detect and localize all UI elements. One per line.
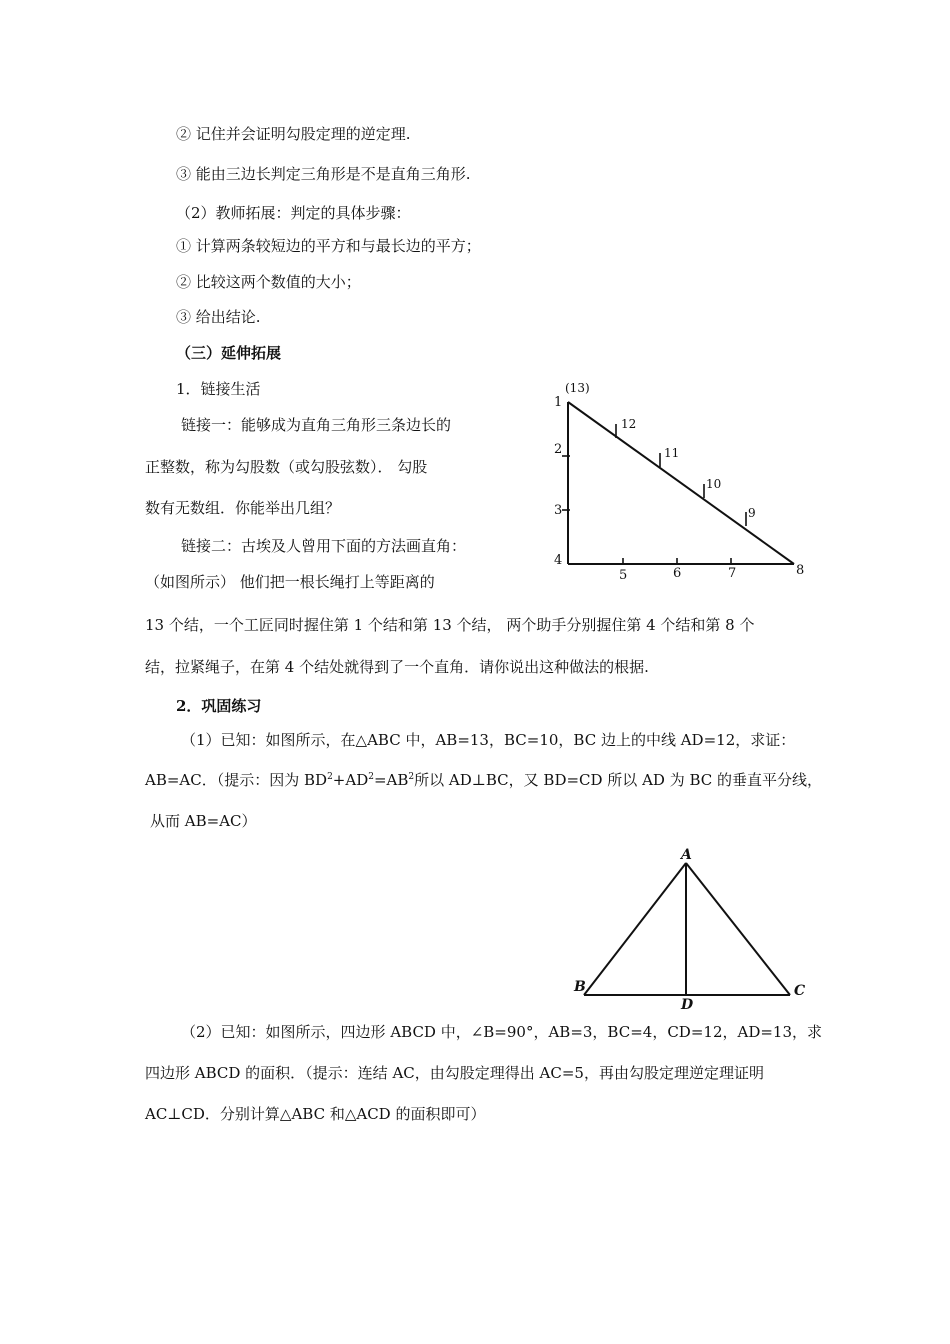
problem2-line1: （2）已知：如图所示，四边形 ABCD 中，∠B=90°，AB=3，BC=4，CD=12，AD=13，求 [181, 1023, 822, 1041]
triangle-abc-figure [570, 843, 810, 1013]
rope-label-bottom-7: 7 [728, 566, 737, 581]
link1-line2: 正整数，称为勾股数（或勾股弦数）． 勾股 [145, 458, 428, 476]
item-2: ② 记住并会证明勾股定理的逆定理. [176, 125, 411, 143]
rope-label-hyp-12: 12 [621, 417, 637, 431]
link1-line1: 链接一：能够成为直角三角形三条边长的 [181, 416, 452, 434]
vertex-label-a: A [681, 847, 692, 863]
rope-label-left-1: 1 [554, 395, 563, 410]
point-label-d: D [681, 997, 694, 1013]
link2-line4: 结，拉紧绳子，在第 4 个结处就得到了一个直角．请你说出这种做法的根据. [145, 658, 649, 676]
side-ac [686, 863, 790, 995]
rope-label-left-2: 2 [554, 442, 563, 457]
step-2: ② 比较这两个数值的大小； [176, 273, 361, 291]
rope-label-bottom-6: 6 [673, 566, 682, 581]
section-heading-extension: （三）延伸拓展 [176, 344, 282, 362]
vertex-label-c: C [794, 983, 806, 999]
rope-label-hyp-9: 9 [748, 506, 756, 520]
rope-label-hyp-11: 11 [664, 446, 680, 460]
item-3: ③ 能由三边长判定三角形是不是直角三角形. [176, 165, 471, 183]
rope-hypotenuse [568, 402, 794, 564]
rope-label-bottom-5: 5 [619, 568, 628, 583]
vertex-label-b: B [574, 979, 586, 995]
sub-heading-life: 1．链接生活 [176, 380, 261, 398]
teacher-extension: （2）教师拓展：判定的具体步骤： [176, 204, 411, 222]
rope-label-left-3: 3 [554, 503, 563, 518]
rope-label-left-4: 4 [554, 553, 563, 568]
practice-heading: 2．巩固练习 [176, 697, 262, 715]
side-ab [584, 863, 686, 995]
problem1-line1: （1）已知：如图所示，在△ABC 中，AB=13，BC=10，BC 边上的中线 AD=12，求证： [181, 731, 796, 749]
step-3: ③ 给出结论. [176, 308, 261, 326]
rope-right-triangle-figure [548, 378, 808, 583]
problem1-line2: AB=AC．（提示：因为 $BD^2+AD^2=AB^2$所以 AD⊥BC，又 BD=CD 所以 AD 为 BC 的垂直平分线， [145, 771, 823, 789]
rope-label-top: (13) [565, 381, 590, 395]
rope-label-hyp-10: 10 [706, 477, 722, 491]
problem2-line3: AC⊥CD．分别计算△ABC 和△ACD 的面积即可） [145, 1105, 486, 1123]
step-1: ① 计算两条较短边的平方和与最长边的平方； [176, 237, 481, 255]
problem1-line3: 从而 AB=AC） [150, 812, 257, 830]
link1-line3: 数有无数组．你能举出几组？ [145, 499, 341, 517]
link2-line1: 链接二：古埃及人曾用下面的方法画直角： [181, 537, 467, 555]
rope-label-bottom-8: 8 [796, 563, 805, 578]
problem2-line2: 四边形 ABCD 的面积．（提示：连结 AC，由勾股定理得出 AC=5，再由勾股定理逆定理证明 [145, 1064, 764, 1082]
link2-line2: （如图所示） 他们把一根长绳打上等距离的 [145, 573, 435, 591]
link2-line3: 13 个结，一个工匠同时握住第 1 个结和第 13 个结， 两个助手分别握住第 4 个结和第 8 个 [145, 616, 755, 634]
